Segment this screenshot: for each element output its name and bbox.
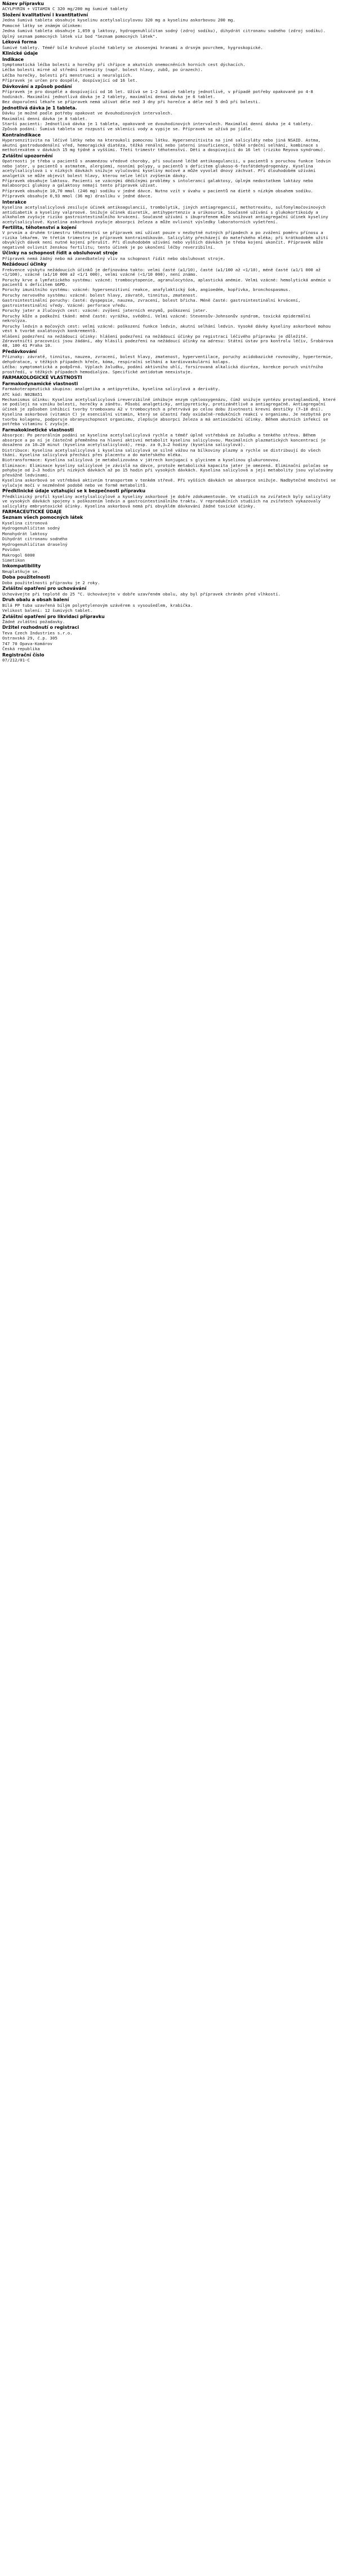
section-paragraph: Velikost balení: 12 šumivých tablet. bbox=[2, 608, 93, 614]
section-heading: Inkompatibility bbox=[2, 563, 41, 569]
document-section bbox=[2, 615, 336, 625]
document-section bbox=[2, 382, 336, 427]
section-paragraph: Poruchy imunitního systému: vzácné: hypersenzitivní reakce, anafylaktický šok, angioedém, kopřivka, bronchospasmus. bbox=[2, 287, 291, 293]
section-paragraph: Hypersenzitivita na léčivé látky nebo na kteroukoli pomocnou látku. Hypersenzitivita na jiné salicyláty nebo jiná NSAID. Astma, akutní gastroduodenální vřed, hemoragická diatéza, těžká renální nebo jaterní insuficience, těžké srdeční selhání, kombinace s methotrexátem v dávkách 15 mg týdně a vyššími. Třetí trimestr těhotenství. Děti a dospívající do 16 let (riziko Reyova syndromu). bbox=[2, 138, 326, 153]
section-paragraph: Dávku je možné podle potřeby opakovat ve dvouhodinových intervalech. bbox=[2, 111, 173, 116]
section-paragraph: Poruchy kůže a podkožní tkáně: méně časté: vyrážka, svědění. Velmi vzácné: Stevensův-Johnsonův syndrom, toxická epidermální nekrolýza. bbox=[2, 313, 313, 324]
section-heading: Registrační číslo bbox=[2, 652, 45, 658]
document-section bbox=[2, 510, 336, 514]
section-paragraph: Maximální denní dávka je 8 tablet. bbox=[2, 116, 88, 121]
section-paragraph: Uchovávejte při teplotě do 25 °C. Uchovávejte v dobře uzavřeném obalu, aby byl přípravek chráněn před vlhkostí. bbox=[2, 591, 281, 597]
section-heading: Seznam všech pomocných látek bbox=[2, 515, 83, 521]
section-heading: FARMAKOLOGICKÉ VLASTNOSTI bbox=[2, 375, 82, 381]
document-section bbox=[2, 598, 336, 613]
section-heading: Jednotlivá dávka je 1 tableta. bbox=[2, 105, 77, 111]
section-paragraph: Eliminace: Eliminace kyseliny salicylové je závislá na dávce, protože metabolická kapacita jater je omezená. Eliminační poločas se pohybuje od 2–3 hodin při nízkých dávkách až po 15 hodin při vysokých dávkách. Kyselina salicylová a její metabolity jsou vylučovány převážně ledvinami. bbox=[2, 462, 336, 478]
section-paragraph: Léčba horečky, bolesti při menstruaci a neuralgiích. bbox=[2, 72, 133, 78]
section-paragraph: Frekvence výskytu nežádoucích účinků je definována takto: velmi časté (≥1/10), časté (≥1/100 až <1/10), méně časté (≥1/1 000 až <1/100), vzácné (≥1/10 000 až <1/1 000), velmi vzácné (<1/10 000), není známo. bbox=[2, 267, 323, 277]
document-section bbox=[2, 251, 336, 261]
section-paragraph: Kyselina askorbová (vitamin C) je esenciální vitamin, který se účastní řady oxidačně-redukčních reakcí v organismu. Je nezbytná pro tvorbu kolagenu, podporuje obranyschopnost organismu, zlepšuje absorpci železa a má antioxidační účinky. Během akutních infekcí se potřeba vitaminu C zvyšuje. bbox=[2, 412, 333, 427]
section-heading: Farmakokinetické vlastnosti bbox=[2, 427, 74, 433]
section-paragraph: Absorpce: Po perorálním podání se kyselina acetylsalicylová rychle a téměř úplně vstřebává ze žaludku a tenkého střeva. Během absorpce a po ní je částečně přeměněna na hlavní aktivní metabolit kyselinu salicylovou. Maximálních plazmatických koncentrací je dosaženo za 10–20 minut (kyselina acetylsalicylová), resp. za 0,3–2 hodiny (kyselina salicylová). bbox=[2, 433, 328, 448]
document-section bbox=[2, 564, 336, 574]
document-section bbox=[2, 653, 336, 663]
section-paragraph: Symptomatická léčba bolesti a horečky při chřipce a akutních onemocněních horních cest dýchacích. bbox=[2, 61, 246, 67]
document-section bbox=[2, 575, 336, 585]
document-section bbox=[2, 51, 336, 56]
section-heading: Fertilita, těhotenství a kojení bbox=[2, 225, 77, 231]
section-paragraph: Povidon bbox=[2, 547, 20, 553]
section-paragraph: Starší pacienti: Jednotlivá dávka je 1 tableta, opakovaně ve dvouhodinových intervalech. Maximální denní dávka je 4 tablety. bbox=[2, 121, 313, 126]
section-paragraph: Léčba bolesti mírné až střední intenzity (např. bolest hlavy, zubů, po úrazech). bbox=[2, 67, 203, 73]
section-heading: Předávkování bbox=[2, 349, 37, 354]
section-paragraph: Přípravek obsahuje 10,70 mmol (246 mg) sodíku v jedné dávce. Nutno vzít v úvahu u pacientů na dietě s nízkým obsahem sodíku. bbox=[2, 188, 313, 193]
section-heading: Léková forma bbox=[2, 39, 37, 45]
section-heading: Klinické údaje bbox=[2, 51, 38, 56]
section-paragraph: 07/212/01-C bbox=[2, 658, 30, 663]
document-section bbox=[2, 625, 336, 651]
section-paragraph: Makrogol 6000 bbox=[2, 552, 35, 558]
section-heading: Zvláštní opatření pro uchovávání bbox=[2, 586, 87, 592]
section-heading: Druh obalu a obsah balení bbox=[2, 597, 69, 603]
section-paragraph: Česká republika bbox=[2, 646, 40, 652]
section-paragraph: Léčba: symptomatická a podpůrná. Výplach žaludku, podání aktivního uhlí, forsírovaná alkalická diuréza, korekce poruch vnitřního prostředí, v těžkých případech hemodialýza. Specifické antidotum neexistuje. bbox=[2, 364, 326, 374]
section-paragraph: Pomocné látky se známým účinkem: bbox=[2, 23, 83, 28]
section-paragraph: Ostravská 29, č.p. 305 bbox=[2, 636, 57, 641]
document-section bbox=[2, 226, 336, 250]
document-section bbox=[2, 428, 336, 488]
section-paragraph: Poruchy ledvin a močových cest: velmi vzácné: poškození funkce ledvin, akutní selhání ledvin. Vysoké dávky kyseliny askorbové mohou vést k tvorbě oxalátových konkrementů. bbox=[2, 323, 333, 334]
section-heading: Držitel rozhodnutí o registraci bbox=[2, 625, 79, 630]
document-section bbox=[2, 58, 336, 83]
section-paragraph: Hydrogenuhličitan draselný bbox=[2, 541, 68, 547]
section-heading: Složení kvalitativní i kvantitativní bbox=[2, 12, 88, 17]
section-paragraph: Poruchy krve a lymfatického systému: vzácné: trombocytopenie, agranulocytóza, aplastická anémie. Velmi vzácné: hemolytická anémie u pacientů s deficitem G6PD. bbox=[2, 277, 333, 288]
section-paragraph: Mechanismus účinku: Kyselina acetylsalicylová ireverzibilně inhibuje enzym cyklooxygenázu, čímž snižuje syntézu prostaglandinů, které se podílejí na vzniku bolesti, horečky a zánětu. Působí analgeticky, antipyreticky, protizánětlivě a antiagregačně. Antiagregační účinek je způsoben inhibicí tvorby tromboxanu A2 v trombocytech a přetrvává po celou dobu životnosti krevní destičky (7–10 dní). bbox=[2, 396, 338, 412]
section-paragraph: Simetikon bbox=[2, 558, 25, 563]
section-paragraph: Neuplatňuje se. bbox=[2, 568, 40, 574]
document-section bbox=[2, 106, 336, 132]
document-section bbox=[2, 200, 336, 224]
section-paragraph: Přípravek je určen pro dospělé, dospívající od 16 let. bbox=[2, 78, 138, 83]
document-section bbox=[2, 515, 336, 563]
document-section bbox=[2, 262, 336, 349]
section-paragraph: Farmakoterapeutická skupina: analgetika a antipyretika, kyselina salicylová a deriváty. bbox=[2, 386, 221, 392]
document-section bbox=[2, 133, 336, 153]
section-paragraph: Teva Czech Industries s.r.o. bbox=[2, 630, 73, 636]
section-paragraph: Přípravek nemá žádný nebo má zanedbatelný vliv na schopnost řídit nebo obsluhovat stroje. bbox=[2, 255, 226, 261]
section-paragraph: Přípravek obsahuje 0,93 mmol (36 mg) draslíku v jedné dávce. bbox=[2, 193, 153, 199]
document-section bbox=[2, 40, 336, 50]
section-paragraph: Přípravek obsahuje laktosu. Pacienti se vzácnými dědičnými problémy s intolerancí galaktosy, úplným nedostatkem laktázy nebo malabsorpcí glukosy a galaktosy nemají tento přípravek užívat. bbox=[2, 178, 316, 188]
section-paragraph: Žádné zvláštní požadavky. bbox=[2, 619, 65, 625]
section-paragraph: Poruchy nervového systému: vzácné: bolest hlavy, závratě, tinnitus, zmatenost. bbox=[2, 292, 198, 298]
section-heading: Indikace bbox=[2, 56, 24, 62]
section-paragraph: Doba použitelnosti přípravku je 2 roky. bbox=[2, 580, 100, 585]
section-heading: Zvláštní upozornění bbox=[2, 153, 53, 158]
section-heading: Předklinické údaje vztahující se k bezpečnosti přípravku bbox=[2, 488, 146, 494]
section-paragraph: ATC kód: N02BA51 bbox=[2, 391, 43, 397]
section-paragraph: Kyselina citronová bbox=[2, 520, 48, 526]
section-paragraph: Gastrointestinální poruchy: časté: dyspepsie, nauzea, zvracení, bolest břicha. Méně časté: gastrointestinální krvácení, gastrointestinální vředy. Vzácné: perforace vředu. bbox=[2, 298, 303, 308]
section-paragraph: Hlášení podezření na nežádoucí účinky: hlášení podezření na nežádoucí účinky po registraci léčivého přípravku je důležité. Zdravotničtí pracovníci jsou žádáni, aby hlásili podezření na nežádoucí účinky na adresu: Státní ústav pro kontrolu léčiv, Šrobárova 48, 100 41 Praha 10. bbox=[2, 333, 336, 349]
document bbox=[0, 0, 338, 663]
section-paragraph: Dihydrát citronanu sodného bbox=[2, 536, 68, 542]
section-paragraph: Jedna šumivá tableta obsahuje 1,059 g laktosy, hydrogenuhličitan sodný (zdroj sodíku), dihydrát citronanu sodného (zdroj sodíku). bbox=[2, 28, 326, 34]
section-paragraph: ACYLPYRIN + VITAMIN C 320 mg/200 mg šumivé tablety bbox=[2, 6, 128, 12]
document-section bbox=[2, 586, 336, 597]
section-paragraph: 747 70 Opava-Komárov bbox=[2, 641, 52, 646]
section-paragraph: Bez doporučení lékaře se přípravek nemá užívat déle než 3 dny při horečce a déle než 5 dnů při bolesti. bbox=[2, 99, 261, 105]
section-paragraph: Úplný seznam pomocných látek viz bod "Seznam pomocných látek". bbox=[2, 33, 158, 39]
section-paragraph: Poruchy jater a žlučových cest: vzácné: zvýšení jaterních enzymů, poškození jater. bbox=[2, 308, 208, 314]
section-heading: Dávkování a způsob podání bbox=[2, 83, 72, 89]
document-section bbox=[2, 376, 336, 380]
section-paragraph: Jedna šumivá tableta obsahuje kyselinu acetylsalicylovou 320 mg a kyselinu askorbovou 200 mg. bbox=[2, 17, 235, 23]
section-paragraph: Monohydrát laktosy bbox=[2, 531, 48, 536]
section-paragraph: Způsob podání: Šumivá tableta se rozpustí ve sklenici vody a vypije se. Přípravek se užívá po jídle. bbox=[2, 126, 253, 132]
document-section bbox=[2, 350, 336, 374]
section-paragraph: Kyselina askorbová se vstřebává aktivním transportem v tenkém střevě. Při vyšších dávkách se absorpce snižuje. Nadbytečné množství se vylučuje močí v nezměněné podobě nebo ve formě metabolitů. bbox=[2, 478, 338, 488]
section-heading: FARMACEUTICKÉ ÚDAJE bbox=[2, 509, 62, 514]
section-paragraph: Kyselina acetylsalicylová zesiluje účinek antikoagulancií, trombolytik, jiných antiagregancií, methotrexátu, sulfonylmočovinových antidiabetik a kyseliny valproové. Snižuje účinek diuretik, antihypertenziv a urikosurik. Současné užívání s glukokortikoidy a alkoholem zvyšuje riziko gastrointestinálního krvácení. Současné užívání s ibuprofenem může snižovat antiagregační účinek kyseliny acetylsalicylové. Kyselina askorbová zvyšuje absorpci železa a může ovlivnit výsledky laboratorních vyšetření. bbox=[2, 205, 331, 224]
section-paragraph: Přípravek je pro dospělé a dospívající od 16 let. Užívá se 1-2 šumivé tablety jednotlivě, v případě potřeby opakovaně po 4-8 hodinách. Maximální jednotlivá dávka je 2 tablety, maximální denní dávka je 6 tablet. bbox=[2, 89, 316, 99]
document-section bbox=[2, 85, 336, 105]
section-paragraph: Opatrnosti je třeba u pacientů s anamnézou vředové choroby, při současné léčbě antikoagulancii, u pacientů s poruchou funkce ledvin nebo jater, u pacientů s astmatem, alergiemi, nosními polypy, u pacientů s deficitem glukoso-6-fosfátdehydrogenázy. Kyselina acetylsalicylová i v nízkých dávkách snižuje vylučování kyseliny močové a může vyvolat dnový záchvat. Při dlouhodobém užívání analgetik se může objevit bolest hlavy, kterou nelze léčit zvýšením dávky. bbox=[2, 158, 333, 178]
section-heading: Název přípravku bbox=[2, 1, 44, 6]
section-paragraph: Hydrogenuhličitan sodný bbox=[2, 526, 60, 531]
section-paragraph: Biotransformace: Kyselina salicylová je metabolizována v játrech konjugací s glycinem a kyselinou glukuronovou. bbox=[2, 457, 281, 463]
section-heading: Účinky na schopnost řídit a obsluhovat stroje bbox=[2, 250, 118, 256]
section-paragraph: Distribuce: Kyselina acetylsalicylová i kyselina salicylová se silně vážou na bílkoviny plazmy a rychle se distribuují do všech tkání. Kyselina salicylová přechází přes placentu a do mateřského mléka. bbox=[2, 447, 323, 457]
section-heading: Interakce bbox=[2, 199, 26, 205]
document-section bbox=[2, 13, 336, 39]
section-paragraph: Šumivé tablety. Téměř bílé kruhové ploché tablety se zkosenými hranami a drsným povrchem, hygroskopické. bbox=[2, 45, 263, 50]
section-paragraph: V prvním a druhém trimestru těhotenství se přípravek smí užívat pouze v nezbytně nutných případech a po zvážení poměru přínosu a rizika lékařem. Ve třetím trimestru je přípravek kontraindikován. Salicyláty přecházejí do mateřského mléka; při krátkodobém užití obvyklých dávek není nutné kojení přerušit. Při dlouhodobém užívání nebo vyšších dávkách je třeba kojení ukončit. Přípravek může negativně ovlivnit ženskou fertilitu; tento účinek je po ukončení léčby reverzibilní. bbox=[2, 230, 331, 250]
section-heading: Nežádoucí účinky bbox=[2, 262, 47, 267]
section-heading: Zvláštní opatření pro likvidaci přípravku bbox=[2, 614, 105, 619]
document-section bbox=[2, 2, 336, 12]
section-heading: Doba použitelnosti bbox=[2, 575, 50, 580]
section-paragraph: Předklinický profil kyseliny acetylsalicylové a kyseliny askorbové je dobře zdokumentován. Ve studiích na zvířatech byly salicyláty ve vysokých dávkách spojeny s poškozením ledvin a gastrointestinálního traktu. V reprodukčních studiích na zvířatech vykazovaly salicyláty embryotoxické účinky. Kyselina askorbová nemá při obvyklém dávkování žádné toxické účinky. bbox=[2, 493, 333, 509]
section-heading: Farmakodynamické vlastnosti bbox=[2, 381, 78, 386]
section-paragraph: Příznaky: závratě, tinnitus, nauzea, zvracení, bolest hlavy, zmatenost, hyperventilace, poruchy acidobazické rovnováhy, hypertermie, dehydratace, v těžkých případech křeče, kóma, respirační selhání a kardiovaskulární kolaps. bbox=[2, 354, 336, 364]
section-heading: Kontraindikace bbox=[2, 132, 41, 138]
section-paragraph: Bílá PP tuba uzavřená bílým polyetylenovým uzávěrem s vysoušedlem, krabička. bbox=[2, 602, 193, 608]
document-section bbox=[2, 489, 336, 509]
document-section bbox=[2, 154, 336, 199]
